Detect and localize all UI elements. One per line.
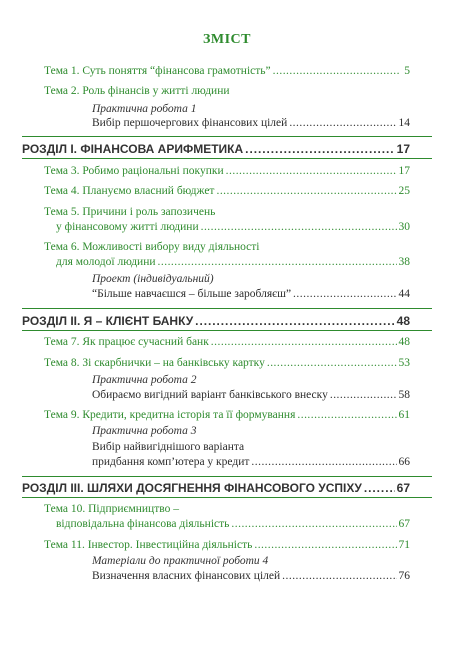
section-text: РОЗДІЛ І. ФІНАНСОВА АРИФМЕТИКА (22, 142, 244, 156)
toc-entry-topic-6[interactable] (56, 255, 410, 269)
dot-leader (254, 538, 396, 552)
dot-leader (364, 481, 395, 495)
page-number: 38 (398, 256, 410, 268)
page-number: 25 (398, 185, 410, 197)
entry-text: у фінансовому житті людини (56, 221, 199, 233)
page-number: 53 (398, 357, 410, 369)
page-number: 71 (398, 539, 410, 551)
toc-entry-practical-1[interactable] (92, 116, 410, 130)
divider (22, 476, 432, 477)
dot-leader (216, 184, 396, 198)
toc-section-3[interactable] (22, 481, 410, 495)
project-label: Проект (індивідуальний) (92, 273, 214, 285)
entry-text: відповідальна фінансова діяльність (56, 518, 230, 530)
page-number: 17 (396, 142, 410, 156)
toc-entry-topic-5[interactable] (56, 220, 410, 234)
dot-leader (293, 287, 396, 301)
section-text: РОЗДІЛ ІІІ. ШЛЯХИ ДОСЯГНЕННЯ ФІНАНСОВОГО УСПІХУ (22, 481, 362, 495)
dot-leader (231, 517, 396, 531)
page-number: 66 (398, 456, 410, 468)
dot-leader (289, 116, 396, 130)
divider (22, 308, 432, 309)
toc-entry-project[interactable] (92, 287, 410, 301)
dot-leader (267, 356, 397, 370)
entry-text: Обираємо вигідний варіант банківського внеску (92, 389, 328, 401)
page-number: 5 (404, 65, 410, 77)
page-number: 67 (396, 481, 410, 495)
entry-text: Тема 3. Робимо раціональні покупки (44, 165, 224, 177)
toc-entry-topic-11[interactable] (44, 538, 410, 552)
entry-text: Тема 8. Зі скарбнички – на банківську картку (44, 357, 265, 369)
entry-text: Тема 11. Інвестор. Інвестиційна діяльність (44, 539, 253, 551)
dot-leader (201, 220, 397, 234)
entry-text: придбання комп’ютера у кредит (92, 456, 250, 468)
entry-text: “Більше навчаєшся – більше заробляєш” (92, 288, 292, 300)
practical-work-1-label: Практична робота 1 (92, 103, 197, 115)
toc-entry-practical-2[interactable] (92, 388, 410, 402)
entry-text: Тема 7. Як працює сучасний банк (44, 336, 209, 348)
toc-section-2[interactable] (22, 314, 410, 328)
toc-entry-practical-4[interactable] (92, 569, 410, 583)
toc-entry-topic-10[interactable] (56, 517, 410, 531)
divider (22, 497, 432, 498)
dot-leader (195, 314, 394, 328)
practical-work-2-label: Практична робота 2 (92, 374, 197, 386)
dot-leader (297, 408, 396, 422)
toc-entry-topic-10-line1[interactable]: Тема 10. Підприємництво – (44, 503, 179, 515)
toc-entry-practical-3-line1[interactable]: Вибір найвигіднішого варіанта (92, 441, 245, 453)
page-number: 61 (398, 409, 410, 421)
page-number: 48 (396, 314, 410, 328)
dot-leader (251, 455, 396, 469)
page-number: 44 (398, 288, 410, 300)
toc-entry-topic-7[interactable] (44, 335, 410, 349)
divider (22, 330, 432, 331)
section-text: РОЗДІЛ ІІ. Я – КЛІЄНТ БАНКУ (22, 314, 194, 328)
entry-text: Тема 9. Кредити, кредитна історія та її формування (44, 409, 296, 421)
toc-entry-topic-9[interactable] (44, 408, 410, 422)
entry-text: Тема 4. Плануємо власний бюджет (44, 185, 215, 197)
page-title: ЗМІСТ (203, 32, 251, 47)
page-number: 67 (398, 518, 410, 530)
toc-entry-topic-6-line1[interactable]: Тема 6. Можливості вибору виду діяльності (44, 241, 260, 253)
toc-entry-practical-3[interactable] (92, 455, 410, 469)
divider (22, 136, 432, 137)
divider (22, 158, 432, 159)
page-number: 76 (398, 570, 410, 582)
toc-entry-topic-3[interactable] (44, 164, 410, 178)
page-number: 30 (398, 221, 410, 233)
dot-leader (245, 142, 394, 156)
toc-entry-topic-4[interactable] (44, 184, 410, 198)
dot-leader (158, 255, 397, 269)
toc-entry-topic-8[interactable] (44, 356, 410, 370)
practical-work-3-label: Практична робота 3 (92, 425, 197, 437)
page-number: 48 (398, 336, 410, 348)
page-number: 17 (398, 165, 410, 177)
dot-leader (282, 569, 396, 583)
dot-leader (211, 335, 397, 349)
entry-text: Визначення власних фінансових цілей (92, 570, 281, 582)
entry-text: Вибір першочергових фінансових цілей (92, 117, 288, 129)
dot-leader (226, 164, 397, 178)
page-number: 58 (398, 389, 410, 401)
toc-entry-topic-5-line1[interactable]: Тема 5. Причини і роль запозичень (44, 206, 216, 218)
practical-work-4-label: Матеріали до практичної роботи 4 (92, 555, 269, 567)
entry-text: для молодої людини (56, 256, 156, 268)
toc-entry-topic-1[interactable] (44, 64, 410, 78)
entry-text: Тема 1. Суть поняття “фінансова грамотність” (44, 65, 271, 77)
toc-section-1[interactable] (22, 142, 410, 156)
dot-leader (273, 64, 400, 78)
page-number: 14 (398, 117, 410, 129)
toc-entry-topic-2[interactable]: Тема 2. Роль фінансів у житті людини (44, 85, 230, 97)
dot-leader (330, 388, 397, 402)
